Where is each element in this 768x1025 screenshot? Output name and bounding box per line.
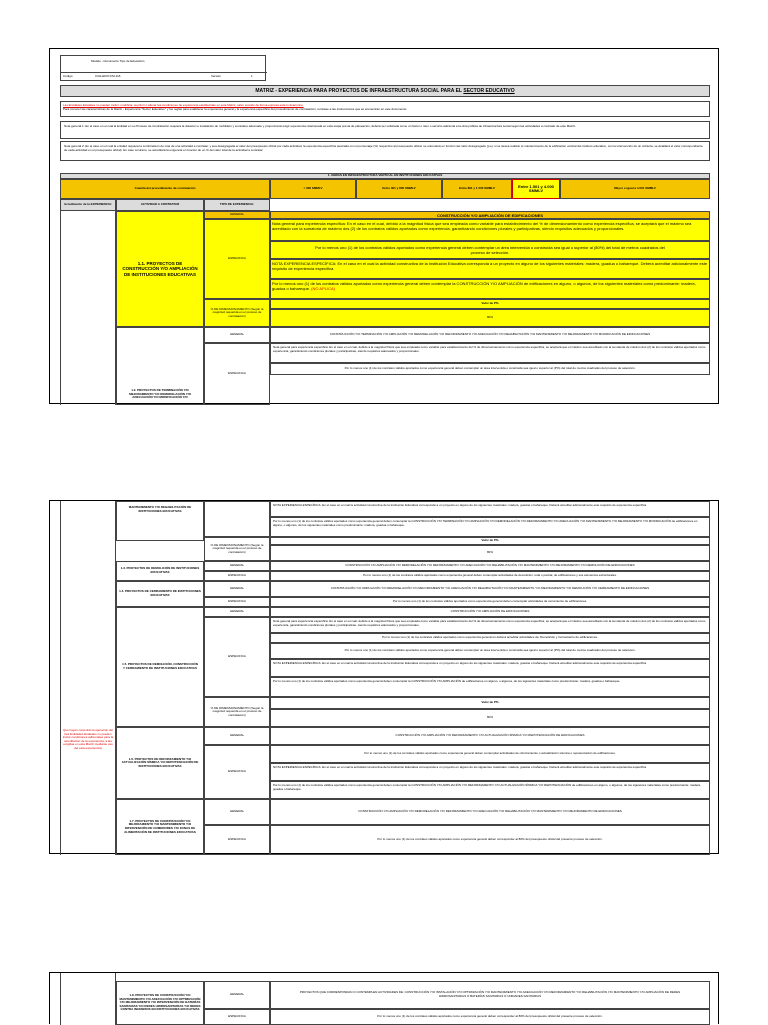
header-divider (61, 72, 267, 73)
specific-1-1-c: NOTA EXPERIENCIA ESPECÍFICA: En el caso en el cual la actividad constructiva de la Institución Educativa corresponda a un proyecto en alguno de los siguientes materiales: madera, guadua o bahareque. Deberá acreditar adicionalmente este requisito de experiencia específica (270, 259, 710, 279)
type-general-1-1: GENERAL (204, 211, 270, 219)
document-page-2 (49, 500, 719, 854)
type-specific-1-2: ESPECIFICA (204, 343, 270, 405)
accreditation-column (60, 211, 116, 405)
amount-range-2: Entre 301 y 800 SMMLV (356, 179, 442, 199)
specific-1-5-e: Por lo menos uno (1) de los contratos válidos aportados como experiencia general deben contemplar la CONSTRUCCIÓN Y/O AMPLIACIÓN de edificaciones en alguno, o algunos, de los siguientes materiales como predominante: madera, guadua o bahareque. (270, 677, 710, 697)
spec-1-2-cont-a: NOTA EXPERIENCIA ESPECÍFICA: En el caso en el cual la actividad constructiva de la Institución Educativa corresponda a un proyecto en alguno de los siguientes materiales: madera, guadua o bahareque. Deberá acreditar adicionalmente este requisito de experiencia específica (270, 501, 710, 517)
note-2: Nota general 2: En el caso en el cual la entidad requiera la combinación de más de una actividad a contratar, y sea desagregada el valor del presupuesto oficial por cada actividad, la experiencia específica asociada con el porcentaje (%) respectivo al presupuesto oficial, se entenderá en función del valor desagregado (p.ej. si se desea realizar el mantenimiento de la edificación vertical del instituto educativo, con la intervención de un cubierta, se detallará el valor correspondiente de cada actividad en el presupuesto oficial). En caso contrario, se acreditará la exigencia en función de un % del valor total de la actividad a contratar. (60, 141, 710, 161)
amount-range-4: Entre 1.501 y 4.000 SMMLV (512, 179, 560, 199)
activity-1-7: 1.7. PROYECTOS DE CONSTRUCCIÓN Y/O MEJORAMIENTO Y/O MANTENIMIENTO Y/O INTERVENCIÓN DE COMEDORES Y/O ZONAS DE ALIMENTACIÓN DE INSTITUCIONES EDUCATIVAS (116, 799, 204, 855)
specific-1-6-c: Por lo menos uno (1) de los contratos válidos aportados como experiencia general deben contemplar la CONSTRUCCIÓN Y/O AMPLIACIÓN Y/O REFORZAMIENTO Y/O ACTUALIZACIÓN SÍSMICA Y/O REPOTENCIACIÓN de edificaciones en alguno, o algunos, de los siguientes materiales como predominante: madera, guadua o bahareque. (270, 781, 710, 799)
dim-pct-1-5: % DE DIMENSIONAMIENTO (Según la magnitud requerida en el proceso de contratación) (204, 697, 270, 727)
type-general-1-3: GENERAL (204, 561, 270, 571)
specific-1-7: Por lo menos uno (1) de los contratos válidos aportados como experiencia general deben corresponder al 80% del presupuesto oficial del presente proceso de selección. (270, 825, 710, 855)
header-box (60, 55, 266, 81)
activity-1-2-cont: MANTENIMIENTO Y/O REHABILITACIÓN DE INSTITUCIONES EDUCATIVAS (116, 501, 204, 541)
title-text: MATRIZ - EXPERIENCIA PARA PROYECTOS DE INFRAESTRUCTURA SOCIAL PARA EL (255, 88, 462, 94)
pct-value-1-1: 80% (270, 309, 710, 327)
accreditation-column-3 (60, 973, 116, 1025)
warning-line-2: Para conocer las características de la Matriz - Experiencia "Sector Educativo" y los reglas para establecer la experiencia general y la experiencia específica del procedimiento de contratación, remitase a las instrucciones que se encuentran en este documento. (63, 106, 408, 111)
type-specific-1-8: ESPECIFICA (204, 1009, 270, 1025)
pct-label-1-2: Valor de P% (270, 537, 710, 545)
col-type: TIPO DE EXPERIENCIA: (204, 199, 270, 211)
type-general-1-2: GENERAL (204, 327, 270, 343)
type-general-1-5: GENERAL (204, 607, 270, 617)
specific-1-3: Por lo menos uno (1) de los contratos válidos aportados como experiencia general deben contemplar actividades de demolición, total o parcial, de edificaciones y sus elementos estructurales. (270, 571, 710, 581)
activity-1-5: 1.5. PROYECTOS DE DEMOLICIÓN, CONSTRUCCIÓN Y CERRAMIENTO DE INSTITUCIONES EDUCATIVAS (116, 607, 204, 727)
specific-1-2-a: Nota general para experiencia específica: En el caso en el cual, debido a la magnitud física que sea empleada como variable para establecimiento del % de dimensionamiento como experiencia específica, se aceptará que el máximo sea acreditado con la sumatoria de máximo dos (2) de los contratos válidos aportados como experiencia, garantizando condiciones plurales y participativas, siendo requisitos adecuados y proporcionales. (270, 343, 710, 363)
pct-label-1-1: Valor de P% (270, 299, 710, 309)
warning-box (60, 101, 710, 117)
activity-1-2: 1.2. PROYECTOS DE TERMINACIÓN Y/O MEJORAMIENTO Y/O REMODELACIÓN Y/O ADECUACIÓN Y/O MODIFICACIÓN Y/O (116, 327, 204, 405)
spec-1-2-cont-cell (204, 501, 270, 537)
type-specific-1-1: ESPECIFICA (204, 219, 270, 299)
version-value: 1 (251, 74, 253, 78)
general-text-1-8: PROYECTOS QUE CORRESPONDAN O CONTEMPLEN ACTIVIDADES DE: CONSTRUCCIÓN Y/O INSTALACIÓN Y/O OPTIMIZACIÓN Y/O MANTENIMIENTO Y/O ADECUACIÓN Y/O REFORZAMIENTO Y/O REHABILITACIÓN Y/O MANTENIMIENTO Y/O AMPLIACIÓN DE REDES HIDROSANITARIAS O BATERÍAS SANITARIAS O UNIDADES SANITARIAS (270, 981, 710, 1009)
type-specific-1-7: ESPECIFICA (204, 825, 270, 855)
note-1: Nota general 1: En el caso en el cual la Entidad en su Proceso de Contratación requiera la dotación e instalación de mobiliario y considere adecuado y proporcional exigir experiencia relacionada en esta etapa previa de planeación, deberá ser solicitada como un factor o ítem o servicio adicional a la obra pública de infraestructura social según las actividades a contratar de este Matriz. (60, 121, 710, 139)
type-specific-1-6: ESPECIFICA (204, 745, 270, 799)
amount-range-1: < 300 SMMLV (270, 179, 356, 199)
specific-1-8: Por lo menos uno (1) de los contratos válidos aportados como experiencia general deben corresponder al 80% del presupuesto oficial del presente proceso de selección. (270, 1009, 710, 1025)
specific-1-6-b: NOTA EXPERIENCIA ESPECÍFICA: En el caso en el cual la actividad constructiva de la Institución Educativa corresponda a un proyecto en alguno de los siguientes materiales: madera, guadua o bahareque. Deberá acreditar adicionalmente este requisito de experiencia específica (270, 763, 710, 781)
specific-1-4: Por lo menos uno (1) de los contratos válidos aportados como experiencia general deben contemplar actividades de cerramiento de edificaciones. (270, 597, 710, 607)
specific-1-1-d (270, 279, 710, 299)
general-text-1-3: CONSTRUCCIÓN Y/O AMPLIACIÓN Y/O REMODELACIÓN Y/O REFORZAMIENTO Y/O ADECUACIÓN Y/O REHABILITACIÓN Y/O MANTENIMIENTO Y/O MEJORAMIENTO Y/O DEMOLICIÓN DE EDIFICACIONES (270, 561, 710, 571)
type-specific-1-5: ESPECIFICA (204, 617, 270, 697)
version-label: Versión (211, 74, 222, 78)
type-general-1-4: GENERAL (204, 581, 270, 597)
activity-1-8: 1.8. PROYECTOS DE CONSTRUCCIÓN Y/O MANTENIMIENTO Y/O ADECUACIÓN Y/O OPTIMIZACIÓN Y/O MEJORAMIENTO Y/O INTERVENCIÓN DE BATERÍAS SANITARIAS Y/O REDES HIDROSANITARIAS Y/O REDES CONTRA INCENDIOS EN INSTITUCIONES EDUCATIVAS (116, 981, 204, 1025)
pct-value-1-5: 80% (270, 709, 710, 727)
dim-pct-1-1: % DE DIMENSIONAMIENTO (Según la magnitud requerida en el proceso de contratación) (204, 299, 270, 327)
specific-1-6-a: Por lo menos uno (1) de los contratos válidos aportados como experiencia general deben contemplar actividades de reforzamiento o actualización sísmica o repotenciación de edificaciones. (270, 745, 710, 763)
pct-value-1-2: 80% (270, 545, 710, 561)
general-text-1-4: CONSTRUCCIÓN Y/O AMPLIACIÓN Y/O REMODELACIÓN Y/O REFORZAMIENTO Y/O ADECUACIÓN Y/O REHABILITACIÓN Y/O MANTENIMIENTO Y/O MEJORAMIENTO Y/O DEMOLICIÓN Y/O CERRAMIENTO DE EDIFICACIONES (270, 581, 710, 597)
general-text-1-2: CONSTRUCCIÓN Y/O TERMINACIÓN Y/O AMPLIACIÓN Y/O REMODELACIÓN Y/O REFORZAMIENTO Y/O ADECUACIÓN Y/O REHABILITACIÓN Y/O MANTENIMIENTO Y/O MEJORAMIENTO Y/O MODIFICACIÓN DE EDIFICACIONES (270, 327, 710, 343)
type-specific-1-4: ESPECIFICA (204, 597, 270, 607)
no-aplica-tag: (NO APLICA) (311, 286, 335, 291)
type-general-1-7: GENERAL (204, 799, 270, 825)
title-sector: SECTOR EDUCATIVO (463, 88, 515, 94)
general-text-1-1: CONSTRUCCIÓN Y/O AMPLIACIÓN DE EDIFICACIONES (270, 211, 710, 219)
document-page-3 (49, 972, 719, 1024)
model-label: Modelo - Documento Tipo de Educación (91, 59, 145, 63)
specific-1-5-b: Por lo menos uno (1) de los contratos válidos aportados como experiencia general en deberá acreditar actividades de: Demolición y Cerramiento de edificaciones. (270, 633, 710, 643)
type-general-1-6: GENERAL (204, 727, 270, 745)
specific-1-1-d-text: Por lo menos uno (1) de los contratos válidos aportados como experiencia general deben contemplar la CONSTRUCCIÓN Y/O AMPLIACIÓN de edificaciones en alguno, o algunos, de los siguientes materiales como predominante: madera, guadua o bahareque. (272, 281, 696, 291)
type-general-1-8: GENERAL (204, 981, 270, 1009)
col-activity: ACTIVIDAD A CONTRATAR (116, 199, 204, 211)
specific-1-1-b: Por lo menos uno (1) de los contratos válidos aportados como experiencia general deben contemplar un área intervenida o construida sea igual o superior al (80%) del total de metros cuadrados del proceso de selección. (270, 241, 710, 259)
pct-label-1-5: Valor de P% (270, 697, 710, 709)
activity-1-4: 1.4. PROYECTOS DE CERRAMIENTO DE INSTITUCIONES EDUCATIVAS (116, 581, 204, 607)
general-text-1-5: CONSTRUCCIÓN Y/O AMPLIACIÓN DE EDIFICACIONES (270, 607, 710, 617)
specific-1-1-a: Nota general para experiencia específica: En el caso en el cual, debido a la magnitud física que sea empleada como variable para establecimiento del % de dimensionamiento como experiencia específica, se aceptará que el máximo sea acreditado con la sumatoria de máximo dos (2) de los contratos válidos aportados como experiencia, garantizando condiciones plurales y participativas, siendo requisitos adecuados y proporcionales. (270, 219, 710, 241)
side-note: Que hayan contenido la ejecución del (las Entidades Estatales no pueden incluir condiciones adicionales para la acreditación de la experiencia, a las exigidas en esta Matriz mediante uso del esta experiencia) (62, 728, 114, 750)
type-specific-1-3: ESPECIFICA (204, 571, 270, 581)
specific-1-5-c: Por lo menos uno (1) de los contratos válidos aportados como experiencia general deben contemplar un área intervenida o construida sea igual o superior al (P%) del total de metros cuadrados del proceso de selección. (270, 643, 710, 659)
col-accreditation: Acreditación de la EXPERIENCIA: (60, 199, 116, 211)
activity-1-6: 1.6. PROYECTOS DE REFORZAMIENTO Y/O ACTUALIZACIÓN SÍSMICA Y/O REPOTENCIACIÓN DE INSTITUCIONES EDUCATIVAS (116, 727, 204, 799)
activity-1-1: 1.1. PROYECTOS DE CONSTRUCCIÓN Y/O AMPLIACIÓN DE INSTITUCIONES EDUCATIVAS (116, 211, 204, 327)
warning-line-1: Las Entidades Estatales no pueden incluir, modificar, suprimir o alterar las condiciones de experiencia establecidas en esta Matriz, salvo cuando de forma expresa esta lo determine. (63, 103, 304, 107)
dim-pct-1-2: % DE DIMENSIONAMIENTO (Según la magnitud requerida en el proceso de contratación) (204, 537, 270, 561)
activity-1-3: 1.3. PROYECTOS DE DEMOLICIÓN DE INSTITUCIONES EDUCATIVAS (116, 561, 204, 581)
amount-range-3: Entre 801 y 1.500 SMMLV (442, 179, 512, 199)
specific-1-5-d: NOTA EXPERIENCIA ESPECÍFICA: En el caso en el cual la actividad constructiva de la Institución Educativa corresponda a un proyecto en alguno de los siguientes materiales: madera, guadua o bahareque. Deberá acreditar adicionalmente este requisito de experiencia específica (270, 659, 710, 677)
code-value: CCE-EICP-FM-116 (95, 74, 121, 78)
spec-1-2-cont-b: Por lo menos uno (1) de los contratos válidos aportados como experiencia general deben contemplar la CONSTRUCCIÓN Y/O TERMINACIÓN Y/O AMPLIACIÓN Y/O REMODELACIÓN Y/O REFORZAMIENTO Y/O ADECUACIÓN Y/O MANTENIMIENTO Y/O MEJORAMIENTO Y/O MODIFICACIÓN de edificaciones en alguno, o algunos, de los siguientes materiales como predominante: madera, guadua o bahareque. (270, 517, 710, 537)
general-text-1-6: CONSTRUCCIÓN Y/O AMPLIACIÓN Y/O REFORZAMIENTO Y/O ACTUALIZACIÓN SÍSMICA Y/O REPOTENCIACIÓN DE EDIFICACIONES (270, 727, 710, 745)
page-title (60, 85, 710, 97)
section-title: 1. OBRAS EN INFRAESTRUCTURA VERTICAL EN INSTITUCIONES EDUCATIVAS (60, 173, 710, 179)
specific-1-5-a: Nota general para experiencia específica: En el caso en el cual, debido a la magnitud física que sea empleada como variable para establecimiento del % de dimensionamiento como experiencia específica, se aceptará que el máximo sea acreditado con la sumatoria de máximo dos (2) de los contratos válidos aportados como experiencia, garantizando condiciones plurales y participativas, siendo requisitos adecuados y proporcionales. (270, 617, 710, 633)
document-page-1 (49, 48, 719, 404)
specific-1-2-b: Por lo menos uno (1) de los contratos válidos aportados como experiencia general deben contemplar un área intervenida o construida sea igual o superior al (P%) del total de metros cuadrados del proceso de selección. (270, 363, 710, 375)
code-label: Código (63, 74, 73, 78)
amount-header: Cuantía del procedimiento de contratación (60, 179, 270, 199)
accreditation-column-2 (60, 501, 116, 855)
amount-range-5: Mayor o igual a 4.001 SMMLV (560, 179, 710, 199)
general-text-1-7: CONSTRUCCIÓN Y/O AMPLIACIÓN Y/O REMODELACIÓN Y/O REFORZAMIENTO Y/O ADECUACIÓN Y/O REHABILITACIÓN Y/O MANTENIMIENTO Y/O MEJORAMIENTO DE EDIFICACIONES (270, 799, 710, 825)
